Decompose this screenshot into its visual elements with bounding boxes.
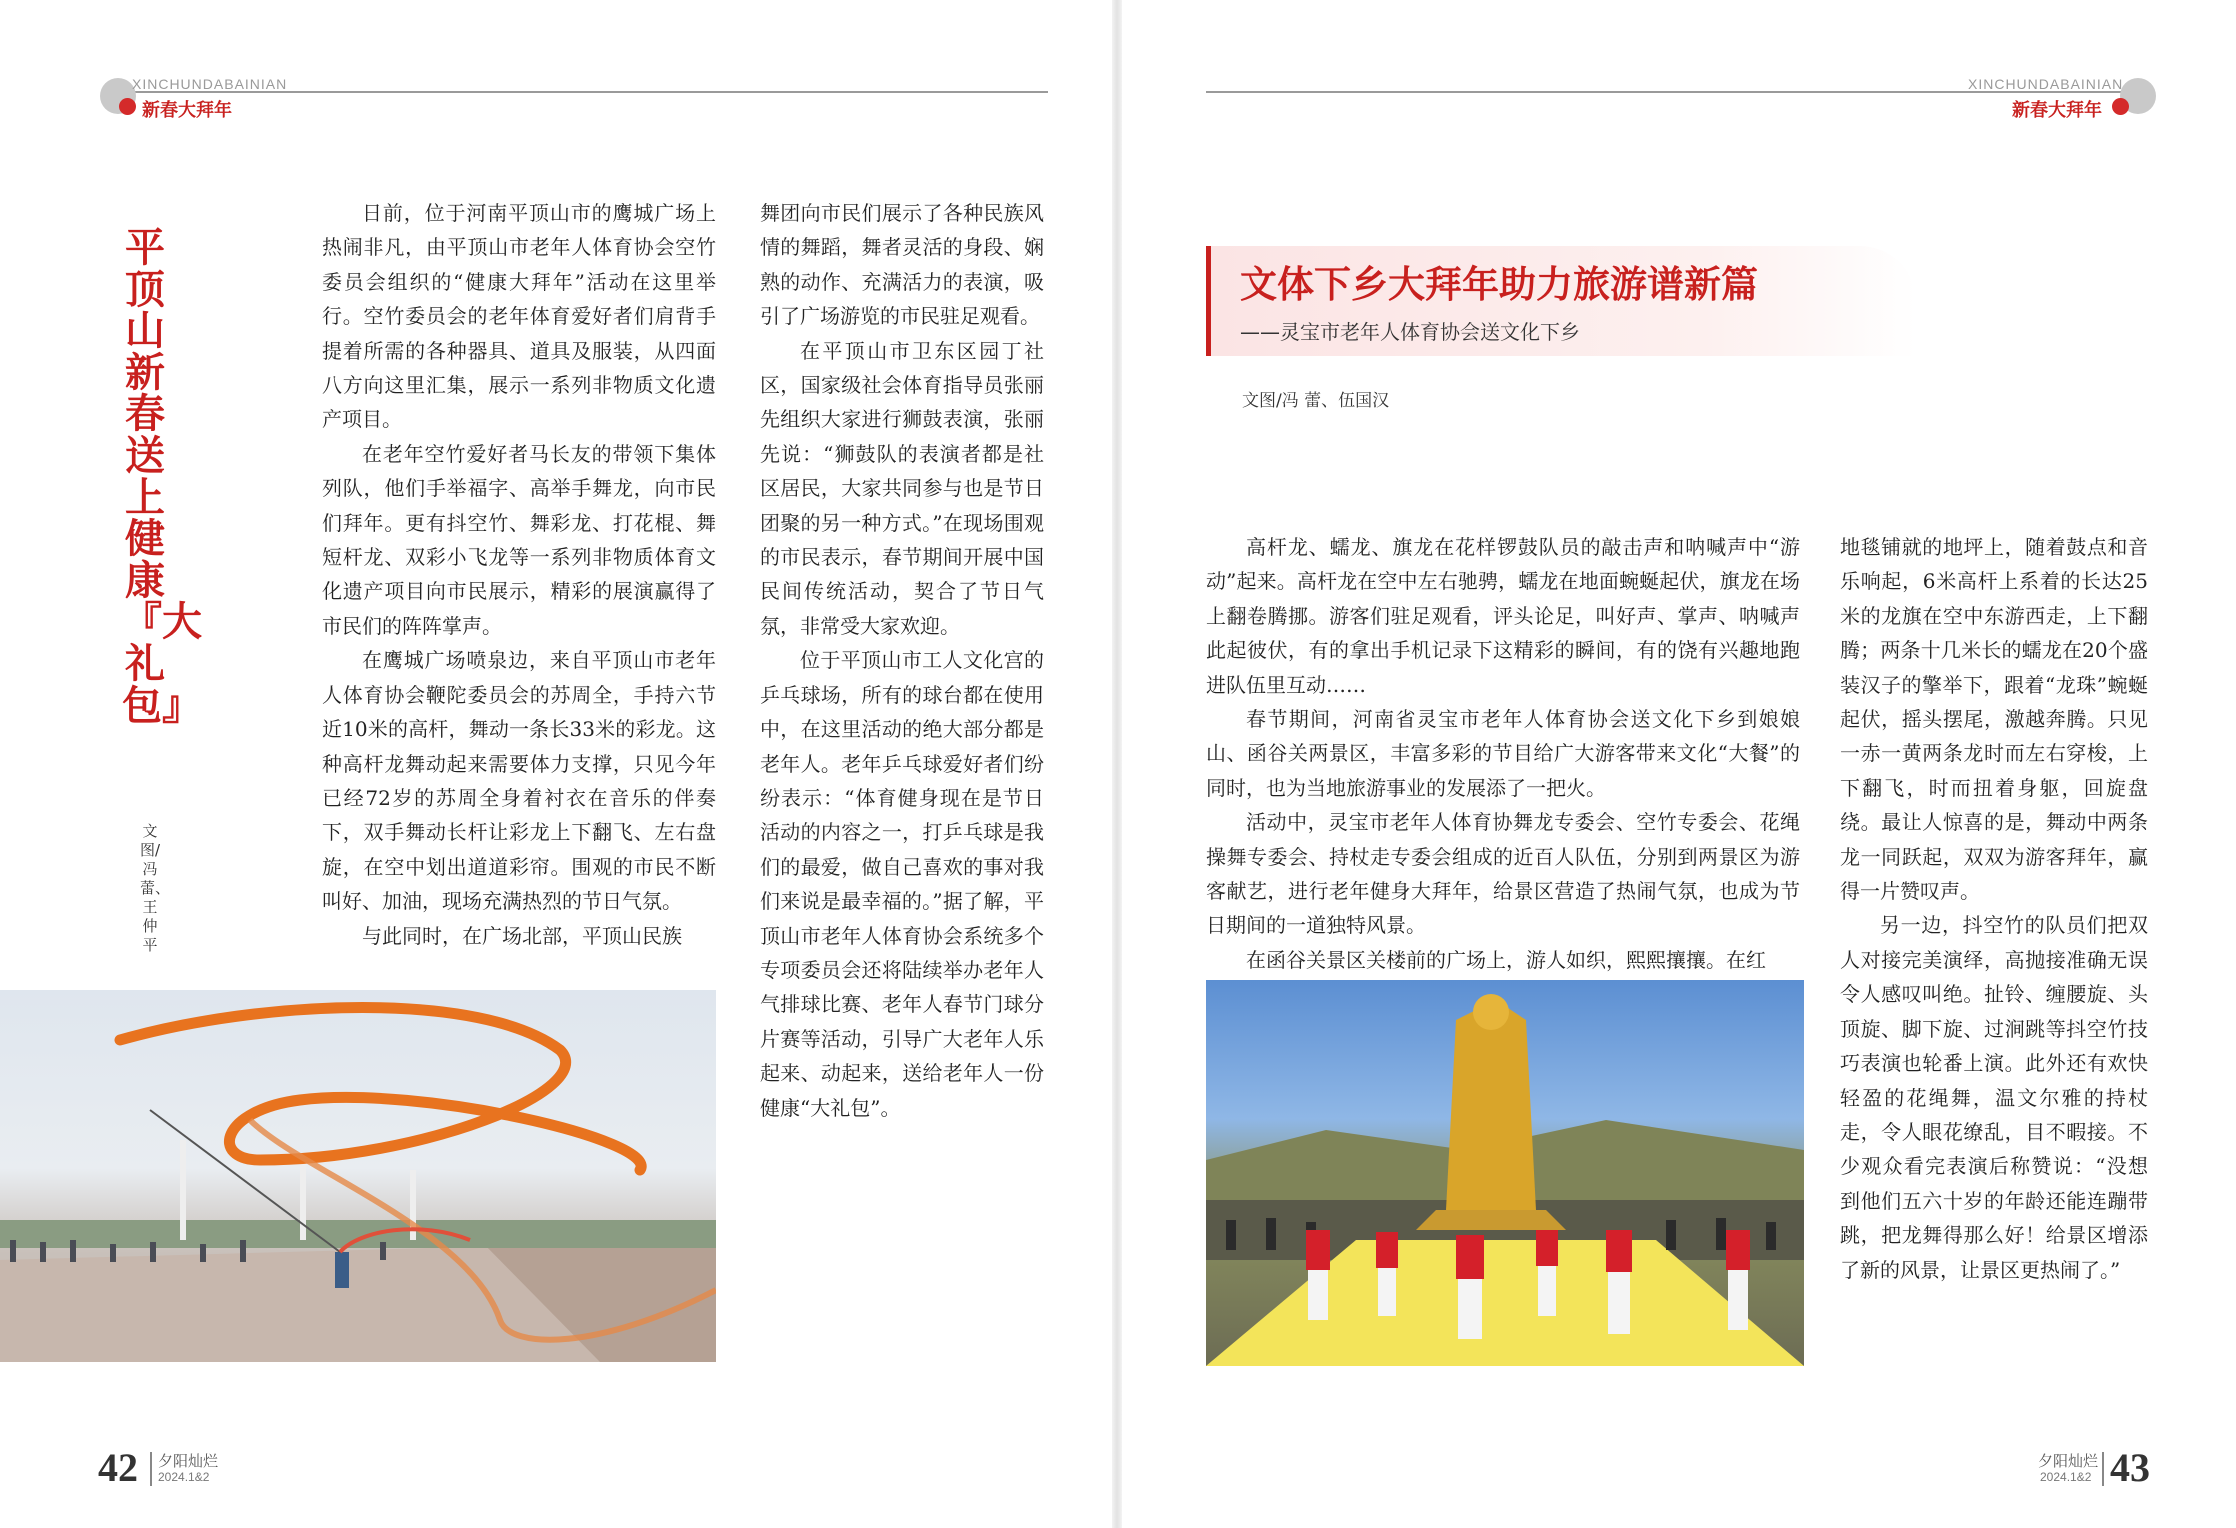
article-column-1	[1206, 530, 1800, 977]
article-credit: 文图/冯 蕾、王仲平	[140, 822, 171, 954]
paragraph: 活动中，灵宝市老年人体育协舞龙专委会、空竹专委会、花绳操舞专委会、持杖走专委会组成的近百人队伍，分别到两景区为游客献艺，进行老年健身大拜年，给景区营造了热闹气氛，也成为节日期间的一道独特风景。	[1206, 810, 1800, 938]
header-pinyin: XINCHUNDABAINIAN	[132, 76, 288, 92]
magazine-issue: 2024.1&2	[2040, 1470, 2092, 1484]
paragraph: 春节期间，河南省灵宝市老年人体育协会送文化下乡到娘娘山、函谷关两景区，丰富多彩的节目给广大游客带来文化“大餐”的同时，也为当地旅游事业的发展添了一把火。	[1206, 707, 1800, 800]
article-credit: 文图/冯 蕾、伍国汉	[1242, 391, 1390, 411]
paragraph: 在老年空竹爱好者马长友的带领下集体列队，他们手举福字、高举手舞龙，向市民们拜年。更有抖空竹、舞彩龙、打花棍、舞短杆龙、双彩小飞龙等一系列非物质体育文化遗产项目向市民展示，精彩的展演赢得了市民们的阵阵掌声。	[322, 441, 716, 638]
header-section: 新春大拜年	[142, 100, 232, 121]
magazine-name: 夕阳灿烂	[158, 1452, 219, 1470]
magazine-name: 夕阳灿烂	[2038, 1452, 2099, 1470]
paragraph: 高杆龙、蠕龙、旗龙在花样锣鼓队员的敲击声和呐喊声中“游动”起来。高杆龙在空中左右驰骋，蠕龙在地面蜿蜒起伏，旗龙在场上翻卷腾挪。游客们驻足观看，评头论足，叫好声、掌声、呐喊声此起彼伏，有的拿出手机记录下这精彩的瞬间，有的饶有兴趣地跑进队伍里互动……	[1206, 535, 1800, 697]
header-pinyin: XINCHUNDABAINIAN	[1968, 76, 2124, 92]
paragraph: 位于平顶山市工人文化宫的乒乓球场，所有的球台都在使用中，在这里活动的绝大部分都是老年人。老年乒乓球爱好者们纷纷表示：“体育健身现在是节日活动的内容之一，打乒乓球是我们的最爱，做自己喜欢的事对我们来说是最幸福的。”据了解，平顶山市老年人体育协会系统多个专项委员会还将陆续举办老年人气排球比赛、老年人春节门球分片赛等活动，引导广大老年人乐起来、动起来，送给老年人一份健康“大礼包”。	[760, 648, 1044, 1120]
paragraph: 在平顶山市卫东区园丁社区，国家级社会体育指导员张丽先组织大家进行狮鼓表演，张丽先说：“狮鼓队的表演者都是社区居民，大家共同参与也是节日团聚的另一种方式。”在现场围观的市民表示，春节期间开展中国民间传统活动，契合了节日气氛，非常受大家欢迎。	[760, 338, 1044, 638]
header-dot-icon	[2112, 98, 2129, 115]
footer-divider	[2102, 1452, 2104, 1486]
title-accent-bar	[1206, 246, 1211, 356]
paragraph: 与此同时，在广场北部，平顶山民族	[362, 923, 682, 948]
article-column-2	[1840, 530, 2148, 1287]
page-number: 42	[98, 1445, 138, 1490]
paragraph: 在函谷关景区关楼前的广场上，游人如织，熙熙攘攘。在红	[1246, 947, 1766, 972]
article-subtitle: ——灵宝市老年人体育协会送文化下乡	[1240, 320, 1580, 344]
photo-statue-performance	[1206, 980, 1804, 1366]
photo-illustration	[1206, 980, 1804, 1366]
article-title: 文体下乡大拜年助力旅游谱新篇	[1240, 263, 1758, 306]
paragraph: 地毯铺就的地坪上，随着鼓点和音乐响起，6米高杆上系着的长达25米的龙旗在空中东游西走，上下翻腾；两条十几米长的蠕龙在20个盛装汉子的擎举下，跟着“龙珠”蜿蜒起伏，摇头摆尾，激越奔腾。只见一赤一黄两条龙时而左右穿梭，上下翻飞，时而扭着身躯，回旋盘绕。最让人惊喜的是，舞动中两条龙一同跃起，双双为游客拜年，赢得一片赞叹声。	[1840, 535, 2148, 904]
paragraph: 另一边，抖空竹的队员们把双人对接完美演绎，高抛接准确无误令人感叹叫绝。扯铃、缠腰旋、头顶旋、脚下旋、过涧跳等抖空竹技巧表演也轮番上演。此外还有欢快轻盈的花绳舞，温文尔雅的持杖走，令人眼花缭乱，目不暇接。不少观众看完表演后称赞说：“没想到他们五六十岁的年龄还能连蹦带跳，把龙舞得那么好！给景区增添了新的风景，让景区更热闹了。”	[1840, 913, 2148, 1282]
paragraph: 日前，位于河南平顶山市的鹰城广场上热闹非凡，由平顶山市老年人体育协会空竹委员会组织的“健康大拜年”活动在这里举行。空竹委员会的老年体育爱好者们肩背手提着所需的各种器具、道具及服装，从四面八方向这里汇集，展示一系列非物质文化遗产项目。	[322, 201, 716, 432]
page-number: 43	[2110, 1445, 2150, 1490]
paragraph: 舞团向市民们展示了各种民族风情的舞蹈，舞者灵活的身段、娴熟的动作、充满活力的表演，吸引了广场游览的市民驻足观看。	[760, 201, 1044, 329]
article-title: 平顶山新春送上健康『大礼包』	[122, 225, 202, 729]
magazine-issue: 2024.1&2	[158, 1470, 210, 1484]
paragraph: 在鹰城广场喷泉边，来自平顶山市老年人体育协会鞭陀委员会的苏周全，手持六节近10米的高杆，舞动一条长33米的彩龙。这种高杆龙舞动起来需要体力支撑，只见今年已经72岁的苏周全身着衬衣在音乐的伴奏下，双手舞动长杆让彩龙上下翻飞、左右盘旋，在空中划出道道彩帘。围观的市民不断叫好、加油，现场充满热烈的节日气氛。	[322, 648, 716, 914]
header-section: 新春大拜年	[2012, 100, 2102, 121]
